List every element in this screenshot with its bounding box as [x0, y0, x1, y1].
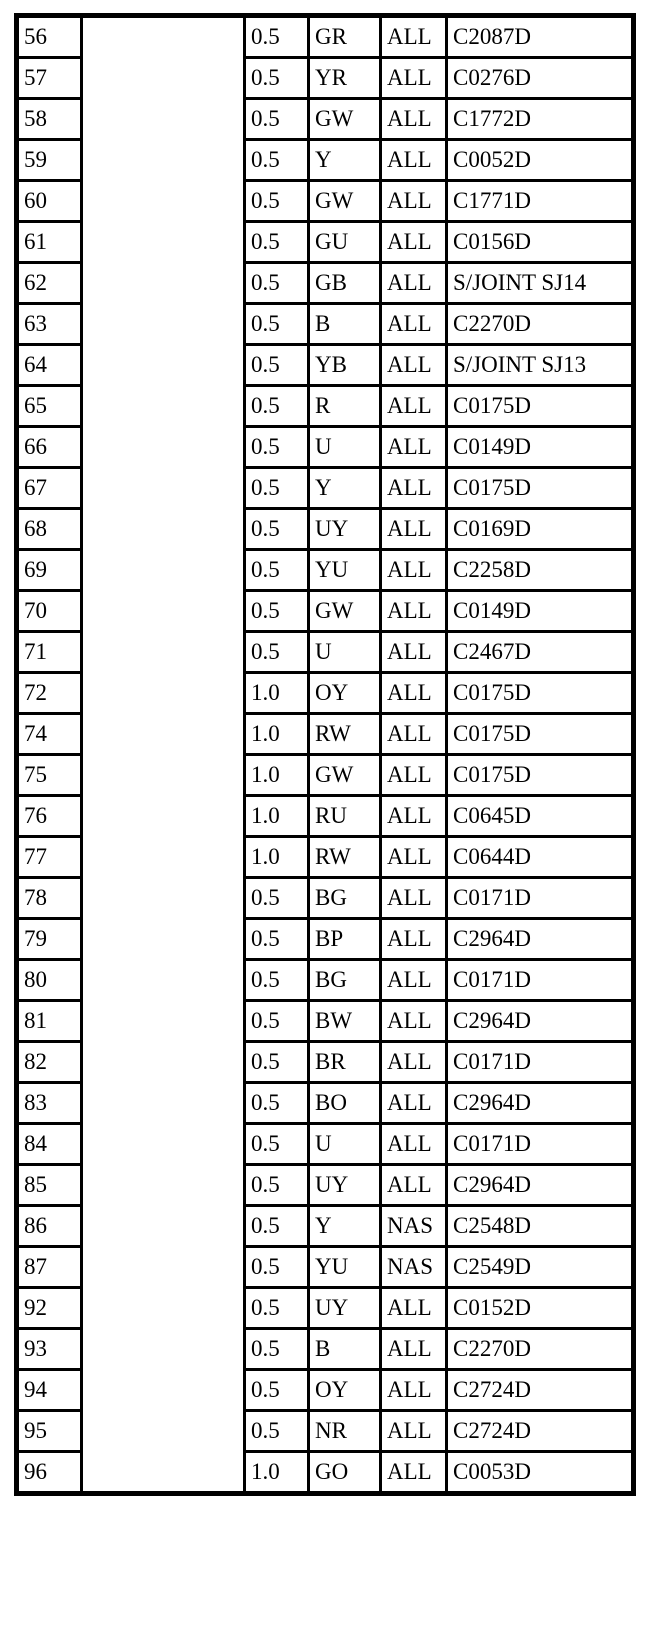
destination-cell: C0175D: [447, 386, 634, 427]
wire-color-cell: BO: [309, 1083, 381, 1124]
wire-color-cell: NR: [309, 1411, 381, 1452]
pin-number-cell: 80: [17, 960, 82, 1001]
wire-size-cell: 1.0: [245, 714, 309, 755]
pin-number-cell: 77: [17, 837, 82, 878]
destination-cell: C0149D: [447, 427, 634, 468]
variant-cell: ALL: [381, 1165, 447, 1206]
pin-number-cell: 93: [17, 1329, 82, 1370]
wire-color-cell: BG: [309, 878, 381, 919]
destination-cell: C0645D: [447, 796, 634, 837]
wire-color-cell: Y: [309, 1206, 381, 1247]
pin-number-cell: 69: [17, 550, 82, 591]
destination-cell: C2258D: [447, 550, 634, 591]
variant-cell: ALL: [381, 222, 447, 263]
destination-cell: C0171D: [447, 960, 634, 1001]
table-body: [17, 16, 634, 1494]
destination-cell: C2964D: [447, 1165, 634, 1206]
wire-size-cell: 0.5: [245, 1370, 309, 1411]
pin-number-cell: 76: [17, 796, 82, 837]
variant-cell: ALL: [381, 960, 447, 1001]
wire-color-cell: U: [309, 427, 381, 468]
wire-color-cell: RU: [309, 796, 381, 837]
wire-color-cell: B: [309, 1329, 381, 1370]
destination-cell: C1771D: [447, 181, 634, 222]
pin-number-cell: 75: [17, 755, 82, 796]
pin-number-cell: 63: [17, 304, 82, 345]
pin-number-cell: 66: [17, 427, 82, 468]
wire-size-cell: 0.5: [245, 1001, 309, 1042]
wire-size-cell: 0.5: [245, 140, 309, 181]
wire-color-cell: YU: [309, 1247, 381, 1288]
destination-cell: C2964D: [447, 1083, 634, 1124]
wire-color-cell: OY: [309, 673, 381, 714]
destination-cell: C1772D: [447, 99, 634, 140]
destination-cell: C0276D: [447, 58, 634, 99]
wire-color-cell: UY: [309, 1288, 381, 1329]
destination-cell: C0175D: [447, 755, 634, 796]
variant-cell: NAS: [381, 1206, 447, 1247]
destination-cell: C0169D: [447, 509, 634, 550]
wire-color-cell: GR: [309, 16, 381, 58]
variant-cell: ALL: [381, 755, 447, 796]
wire-color-cell: RW: [309, 837, 381, 878]
pin-number-cell: 78: [17, 878, 82, 919]
variant-cell: NAS: [381, 1247, 447, 1288]
wire-size-cell: 0.5: [245, 591, 309, 632]
wire-color-cell: YU: [309, 550, 381, 591]
wire-size-cell: 1.0: [245, 673, 309, 714]
wire-size-cell: 0.5: [245, 1042, 309, 1083]
wire-size-cell: 1.0: [245, 1452, 309, 1494]
pin-number-cell: 58: [17, 99, 82, 140]
wire-size-cell: 0.5: [245, 1329, 309, 1370]
wire-size-cell: 0.5: [245, 468, 309, 509]
wire-size-cell: 0.5: [245, 181, 309, 222]
variant-cell: ALL: [381, 509, 447, 550]
wire-color-cell: U: [309, 1124, 381, 1165]
variant-cell: ALL: [381, 263, 447, 304]
destination-cell: C2087D: [447, 16, 634, 58]
destination-cell: C0053D: [447, 1452, 634, 1494]
variant-cell: ALL: [381, 58, 447, 99]
merged-empty-cell: [82, 16, 245, 1494]
pin-number-cell: 71: [17, 632, 82, 673]
pin-number-cell: 85: [17, 1165, 82, 1206]
pin-number-cell: 92: [17, 1288, 82, 1329]
variant-cell: ALL: [381, 1042, 447, 1083]
destination-cell: C0052D: [447, 140, 634, 181]
destination-cell: C2467D: [447, 632, 634, 673]
variant-cell: ALL: [381, 1124, 447, 1165]
variant-cell: ALL: [381, 345, 447, 386]
wire-size-cell: 0.5: [245, 550, 309, 591]
wire-color-cell: GW: [309, 99, 381, 140]
variant-cell: ALL: [381, 99, 447, 140]
variant-cell: ALL: [381, 140, 447, 181]
destination-cell: C2270D: [447, 304, 634, 345]
variant-cell: ALL: [381, 1452, 447, 1494]
destination-cell: C0171D: [447, 878, 634, 919]
wire-color-cell: BW: [309, 1001, 381, 1042]
destination-cell: C2964D: [447, 1001, 634, 1042]
pin-number-cell: 65: [17, 386, 82, 427]
wire-color-cell: BP: [309, 919, 381, 960]
pin-number-cell: 56: [17, 16, 82, 58]
wire-color-cell: GW: [309, 755, 381, 796]
variant-cell: ALL: [381, 878, 447, 919]
destination-cell: C2548D: [447, 1206, 634, 1247]
wire-color-cell: R: [309, 386, 381, 427]
variant-cell: ALL: [381, 1001, 447, 1042]
table-row: [17, 16, 634, 58]
variant-cell: ALL: [381, 673, 447, 714]
wire-size-cell: 1.0: [245, 796, 309, 837]
wire-color-cell: GW: [309, 591, 381, 632]
wire-color-cell: GU: [309, 222, 381, 263]
pin-number-cell: 79: [17, 919, 82, 960]
destination-cell: C0171D: [447, 1042, 634, 1083]
pin-number-cell: 60: [17, 181, 82, 222]
wire-size-cell: 0.5: [245, 1411, 309, 1452]
wire-size-cell: 0.5: [245, 1165, 309, 1206]
destination-cell: C0175D: [447, 714, 634, 755]
wire-size-cell: 0.5: [245, 1206, 309, 1247]
wire-size-cell: 0.5: [245, 509, 309, 550]
wire-size-cell: 0.5: [245, 632, 309, 673]
pin-number-cell: 82: [17, 1042, 82, 1083]
destination-cell: C2724D: [447, 1370, 634, 1411]
wire-size-cell: 0.5: [245, 345, 309, 386]
pin-number-cell: 94: [17, 1370, 82, 1411]
pin-number-cell: 74: [17, 714, 82, 755]
wire-color-cell: GW: [309, 181, 381, 222]
wire-color-cell: U: [309, 632, 381, 673]
pin-number-cell: 64: [17, 345, 82, 386]
wire-size-cell: 0.5: [245, 427, 309, 468]
pin-number-cell: 95: [17, 1411, 82, 1452]
pin-number-cell: 87: [17, 1247, 82, 1288]
wire-size-cell: 0.5: [245, 919, 309, 960]
variant-cell: ALL: [381, 632, 447, 673]
variant-cell: ALL: [381, 16, 447, 58]
pin-number-cell: 68: [17, 509, 82, 550]
destination-cell: C2724D: [447, 1411, 634, 1452]
destination-cell: C2270D: [447, 1329, 634, 1370]
destination-cell: C0149D: [447, 591, 634, 632]
wire-size-cell: 0.5: [245, 386, 309, 427]
wire-size-cell: 1.0: [245, 755, 309, 796]
wire-color-cell: YB: [309, 345, 381, 386]
destination-cell: C0171D: [447, 1124, 634, 1165]
variant-cell: ALL: [381, 550, 447, 591]
destination-cell: C0152D: [447, 1288, 634, 1329]
pin-number-cell: 61: [17, 222, 82, 263]
wire-color-cell: BR: [309, 1042, 381, 1083]
wiring-table: [14, 13, 636, 1496]
wire-color-cell: OY: [309, 1370, 381, 1411]
variant-cell: ALL: [381, 468, 447, 509]
wire-color-cell: B: [309, 304, 381, 345]
wire-color-cell: YR: [309, 58, 381, 99]
pin-number-cell: 59: [17, 140, 82, 181]
variant-cell: ALL: [381, 1411, 447, 1452]
variant-cell: ALL: [381, 427, 447, 468]
wire-color-cell: UY: [309, 1165, 381, 1206]
variant-cell: ALL: [381, 837, 447, 878]
destination-cell: C0175D: [447, 673, 634, 714]
variant-cell: ALL: [381, 796, 447, 837]
wire-size-cell: 0.5: [245, 222, 309, 263]
variant-cell: ALL: [381, 304, 447, 345]
destination-cell: C2549D: [447, 1247, 634, 1288]
wire-size-cell: 0.5: [245, 1083, 309, 1124]
variant-cell: ALL: [381, 919, 447, 960]
variant-cell: ALL: [381, 1083, 447, 1124]
wire-size-cell: 0.5: [245, 1247, 309, 1288]
pin-number-cell: 81: [17, 1001, 82, 1042]
variant-cell: ALL: [381, 1288, 447, 1329]
destination-cell: C0156D: [447, 222, 634, 263]
variant-cell: ALL: [381, 591, 447, 632]
wire-color-cell: BG: [309, 960, 381, 1001]
pin-number-cell: 57: [17, 58, 82, 99]
wire-size-cell: 1.0: [245, 837, 309, 878]
wire-size-cell: 0.5: [245, 58, 309, 99]
wire-size-cell: 0.5: [245, 16, 309, 58]
variant-cell: ALL: [381, 1370, 447, 1411]
pin-number-cell: 62: [17, 263, 82, 304]
wire-color-cell: GB: [309, 263, 381, 304]
variant-cell: ALL: [381, 714, 447, 755]
pin-number-cell: 86: [17, 1206, 82, 1247]
wire-size-cell: 0.5: [245, 1288, 309, 1329]
wire-size-cell: 0.5: [245, 304, 309, 345]
wire-size-cell: 0.5: [245, 960, 309, 1001]
destination-cell: C0644D: [447, 837, 634, 878]
wire-color-cell: GO: [309, 1452, 381, 1494]
destination-cell: S/JOINT SJ13: [447, 345, 634, 386]
wire-color-cell: RW: [309, 714, 381, 755]
variant-cell: ALL: [381, 386, 447, 427]
wire-size-cell: 0.5: [245, 878, 309, 919]
pin-number-cell: 84: [17, 1124, 82, 1165]
destination-cell: C0175D: [447, 468, 634, 509]
pin-number-cell: 72: [17, 673, 82, 714]
pin-number-cell: 83: [17, 1083, 82, 1124]
wire-color-cell: UY: [309, 509, 381, 550]
pin-number-cell: 96: [17, 1452, 82, 1494]
pin-number-cell: 70: [17, 591, 82, 632]
wire-size-cell: 0.5: [245, 263, 309, 304]
wire-size-cell: 0.5: [245, 99, 309, 140]
variant-cell: ALL: [381, 1329, 447, 1370]
destination-cell: C2964D: [447, 919, 634, 960]
variant-cell: ALL: [381, 181, 447, 222]
wire-color-cell: Y: [309, 468, 381, 509]
destination-cell: S/JOINT SJ14: [447, 263, 634, 304]
pin-number-cell: 67: [17, 468, 82, 509]
wire-color-cell: Y: [309, 140, 381, 181]
wire-size-cell: 0.5: [245, 1124, 309, 1165]
